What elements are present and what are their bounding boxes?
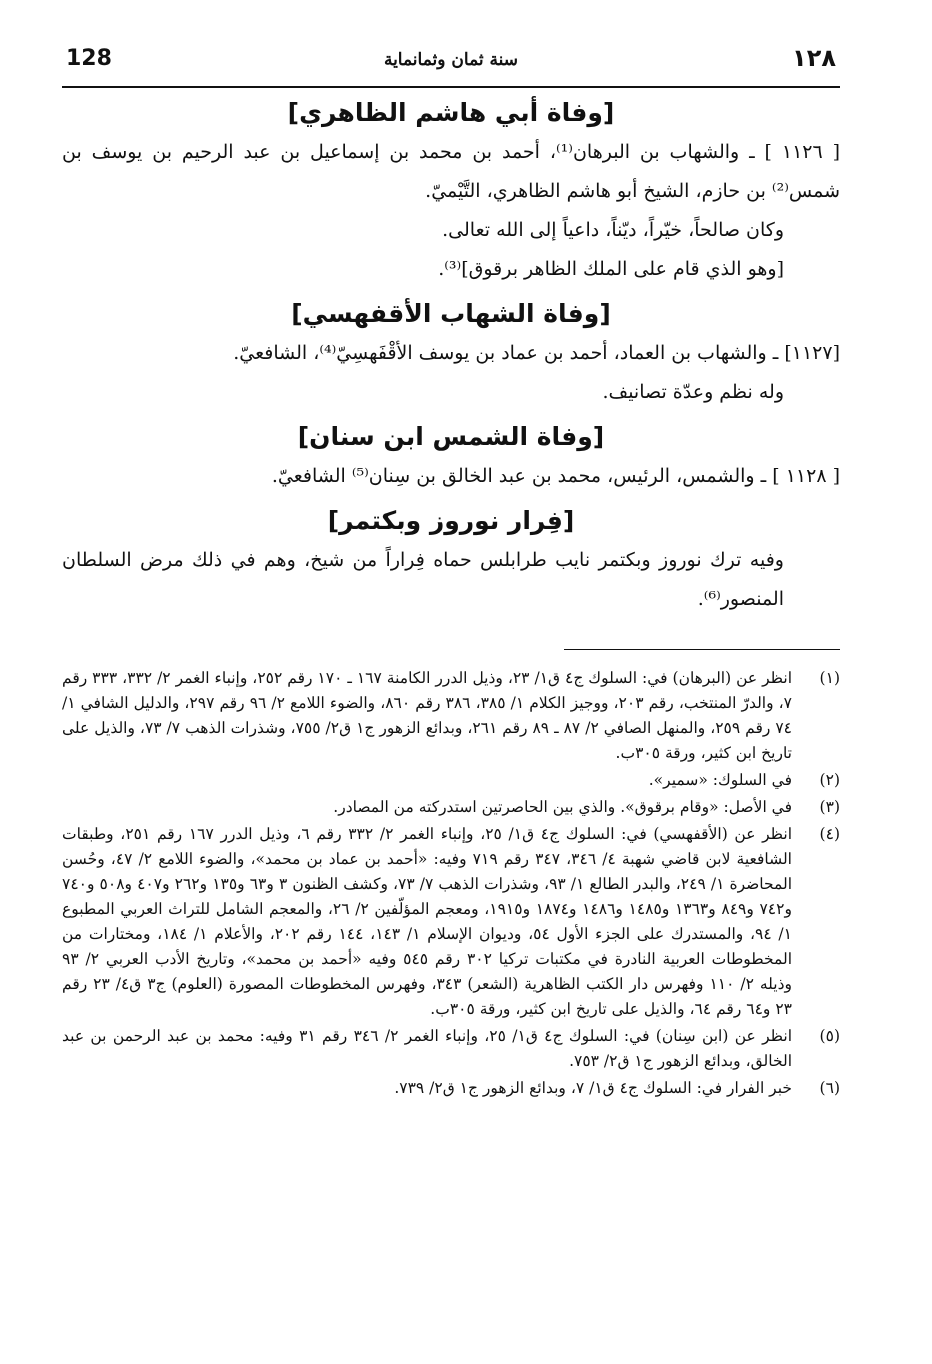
footnote-text: في الأصل: «وقام برقوق». والذي بين الحاصرتين استدركته من المصادر.	[333, 798, 792, 816]
footnote-number: (١)	[819, 669, 840, 687]
footnote-divider	[564, 649, 840, 650]
section-heading: [فِرار نوروز وبكتمر]	[327, 506, 575, 535]
footnote	[62, 1076, 840, 1101]
footnotes	[62, 666, 840, 1101]
footnote-number: (٦)	[819, 1079, 840, 1097]
footnote-text: انظر عن (البرهان) في: السلوك ج٤ ق١/ ٢٣، وذيل الدرر الكامنة ١٦٧ ـ ١٧٠ رقم ٢٥٢، وإنباء الغمر ٢/ ٣٣٢، ٣٣٣ رقم ٧، والدرّ المنتخب، رقم ٢٠٣، ووجيز الكلام ١/ ٣٨٥، ٣٨٦ رقم ٨٦٠، والضوء اللامع ٢/ ٩٦ رقم ٢٩٧، والدليل الشافي ١/ ٧٤ رقم ٢٥٩، والمنهل الصافي ٢/ ٨٧ ـ ٨٩ رقم ٢٦١، وبدائع الزهور ج١ ق٢/ ٧٥٥، وشذرات الذهب ٧/ ٧٣، والذيل على تاريخ ابن كثير، ورقة ٣٠٥ب.	[62, 669, 792, 762]
entry-paragraph: [١١٢٧] ـ والشهاب بن العماد، أحمد بن عماد بن يوسف الأقْفَهسِيّ⁽⁴⁾، الشافعيّ.	[233, 342, 840, 364]
footnote-number: (٤)	[819, 825, 840, 843]
entry-paragraph: وكان صالحاً، خيّراً، ديّناً، داعياً إلى الله تعالى.	[442, 219, 784, 241]
entry-paragraph: [ ١١٢٨ ] ـ والشمس، الرئيس، محمد بن عبد الخالق بن سِنان⁽⁵⁾ الشافعيّ.	[271, 465, 840, 487]
footnote-number: (٣)	[819, 798, 840, 816]
section-heading: [وفاة الشهاب الأقفهسي]	[291, 299, 611, 328]
section-heading: [وفاة الشمس ابن سنان]	[297, 422, 605, 451]
footnote-text: انظر عن (ابن سِنان) في: السلوك ج٤ ق١/ ٢٥، وإنباء الغمر ٢/ ٣٤٦ رقم ٣١ وفيه: محمد بن عبد الرحمن بن عبد الخالق، وبدائع الزهور ج١ ق٢/ ٧٥٣.	[62, 1027, 793, 1070]
footnote	[62, 822, 840, 1022]
page	[62, 38, 840, 1103]
entry-paragraph: [وهو الذي قام على الملك الظاهر برقوق]⁽³⁾.	[438, 258, 784, 280]
running-title: سنة ثمان وثمانماية	[383, 50, 519, 70]
footnote-number: (٢)	[819, 771, 840, 789]
footnote	[62, 795, 840, 820]
entry-paragraph: وله نظم وعدّة تصانيف.	[602, 381, 784, 403]
footnote	[62, 1024, 840, 1074]
footnote	[62, 666, 840, 766]
page-number-arabic: ١٢٨	[792, 44, 836, 72]
entry-paragraph: [ ١١٢٦ ] ـ والشهاب بن البرهان⁽¹⁾، أحمد بن محمد بن إسماعيل بن عبد الرحيم بن يوسف بن شمس⁽²⁾ بن حازم، الشيخ أبو هاشم الظاهري، التَّيْميّ.	[62, 141, 840, 202]
main-text	[62, 98, 840, 619]
entry-paragraph: وفيه ترك نوروز وبكتمر نايب طرابلس حماه فِراراً من شيخ، وهم في ذلك مرض السلطان المنصور⁽⁶⁾.	[62, 549, 784, 610]
footnote-text: في السلوك: «سمير».	[648, 771, 792, 789]
section-heading: [وفاة أبي هاشم الظاهري]	[287, 98, 615, 127]
footnote	[62, 768, 840, 793]
footnote-text: خبر الفرار في: السلوك ج٤ ق١/ ٧، وبدائع الزهور ج١ ق٢/ ٧٣٩.	[394, 1079, 792, 1097]
footnote-number: (٥)	[819, 1027, 840, 1045]
page-header	[62, 38, 840, 88]
page-number-latin: 128	[66, 46, 112, 71]
footnote-text: انظر عن (الأقفهسي) في: السلوك ج٤ ق١/ ٢٥، وإنباء الغمر ٢/ ٣٣٢ رقم ٦، وذيل الدرر ١٦٧ رقم ٢٥١، وطبقات الشافعية لابن قاضي شهبة ٤/ ٣٤٦، ٣٤٧ رقم ٧١٩ وفيه: «أحمد بن عماد بن محمد»، والضوء اللامع ٢/ ٤٧، وحُسن المحاضرة ١/ ٢٤٩، والبدر الطالع ١/ ٩٣، وشذرات الذهب ٧/ ٧٣، وكشف الظنون ٣ و٦٣ و١٣٥ و٢٦٢ و٤٠٧ و٥٠٨ و٧٤٠ و٧٤٢ و٨٤٩ و١٣٦٣ و١٤٨٥ و١٤٨٦ و١٨٧٤ و١٩١٥، ومعجم المؤلّفين ٢/ ٢٦، والمعجم الشامل للتراث العربي المطبوع ١/ ٩٤، والمستدرك على الجزء الأول ٥٤، وديوان الإسلام ١/ ١٤٣، ١٤٤ رقم ٢٠٢، والأعلام ١/ ١٨٤، ومختارات من المخطوطات العربية النادرة في مكتبات تركيا ٣٠٢ رقم ٥٤٥ وفيه «أحمد بن محمد»، وتاريخ الأدب العربي ٢/ ٩٣ وذيله ٢/ ١١٠ وفهرس دار الكتب الظاهرية (الشعر) ٣٤٣، وفهرس المخطوطات المصورة (العلوم) ج٣ ق٤/ ٢٣ رقم ٢٣ و٦٤ رقم ٦٤، والذيل على تاريخ ابن كثير، ورقة ٣٠٥ب.	[62, 825, 793, 1018]
